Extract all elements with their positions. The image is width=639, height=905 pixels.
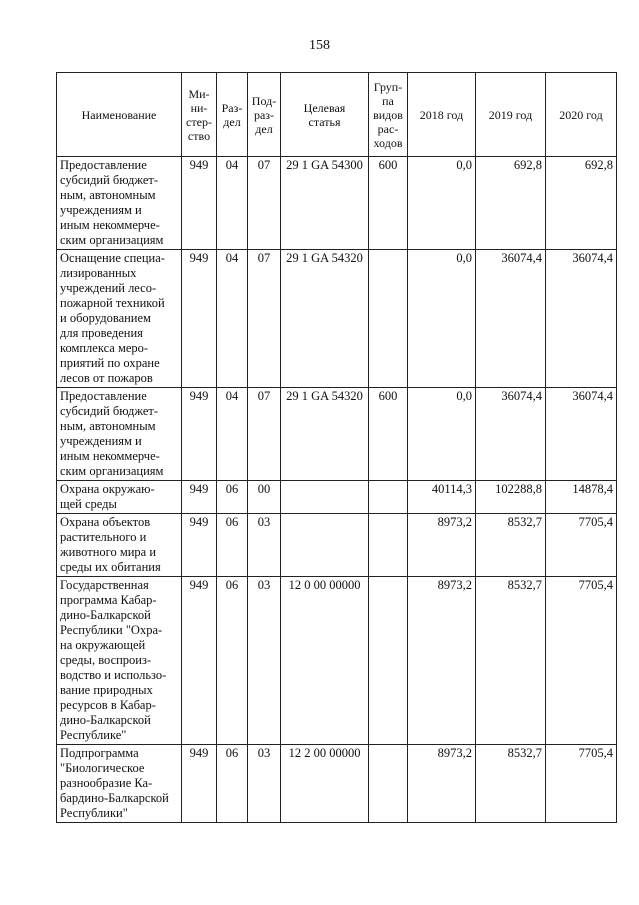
row-2018: 0,0 [408,388,476,481]
row-ministry: 949 [182,157,217,250]
row-ministry: 949 [182,745,217,823]
row-2018: 8973,2 [408,514,476,577]
row-2018: 8973,2 [408,745,476,823]
row-ministry: 949 [182,577,217,745]
row-2019: 102288,8 [476,481,546,514]
row-2019: 8532,7 [476,577,546,745]
row-name: Оснащение специа- лизированных учреждений лесо- пожарной техникой и оборудованием для проведения комплекса меро- приятий по охране лесов от пожаров [57,250,182,388]
row-group [369,514,408,577]
row-subsection: 03 [248,577,281,745]
table-row [57,745,617,823]
row-target: 29 1 GA 54320 [281,250,369,388]
header-name: Наименование [57,73,182,157]
row-subsection: 07 [248,388,281,481]
row-subsection: 03 [248,745,281,823]
table-row [57,250,617,388]
budget-table [56,72,617,823]
row-group [369,481,408,514]
row-target: 29 1 GA 54320 [281,388,369,481]
header-2018: 2018 год [408,73,476,157]
row-2018: 0,0 [408,250,476,388]
row-section: 06 [217,481,248,514]
table-row [57,514,617,577]
row-section: 04 [217,388,248,481]
row-subsection: 03 [248,514,281,577]
row-2019: 8532,7 [476,514,546,577]
row-subsection: 00 [248,481,281,514]
row-target [281,481,369,514]
header-target: Целевая статья [281,73,369,157]
row-group [369,577,408,745]
row-name: Подпрограмма "Биологическое разнообразие Ка- бардино-Балкарской Республики" [57,745,182,823]
row-group [369,250,408,388]
row-ministry: 949 [182,388,217,481]
row-ministry: 949 [182,250,217,388]
row-target: 29 1 GA 54300 [281,157,369,250]
row-name: Предоставление субсидий бюджет- ным, автономным учреждениям и иным некоммерче- ским организациям [57,388,182,481]
row-2019: 36074,4 [476,250,546,388]
row-target [281,514,369,577]
header-2019: 2019 год [476,73,546,157]
row-name: Государственная программа Кабар- дино-Балкарской Республики "Охра- на окружающей среды, воспроиз- водство и использо- вание природных ресурсов в Кабар- дино-Балкарской Республике" [57,577,182,745]
row-2020: 7705,4 [546,514,617,577]
row-name: Охрана объектов растительного и животного мира и среды их обитания [57,514,182,577]
row-2019: 36074,4 [476,388,546,481]
row-2018: 40114,3 [408,481,476,514]
header-subsection: Под- раз- дел [248,73,281,157]
row-2018: 8973,2 [408,577,476,745]
row-target: 12 2 00 00000 [281,745,369,823]
row-2020: 692,8 [546,157,617,250]
row-2019: 692,8 [476,157,546,250]
row-subsection: 07 [248,157,281,250]
row-2020: 7705,4 [546,745,617,823]
row-2020: 36074,4 [546,388,617,481]
header-ministry: Ми- ни- стер- ство [182,73,217,157]
row-section: 04 [217,250,248,388]
row-2020: 36074,4 [546,250,617,388]
row-ministry: 949 [182,514,217,577]
row-2019: 8532,7 [476,745,546,823]
row-subsection: 07 [248,250,281,388]
table-row [57,157,617,250]
row-section: 06 [217,577,248,745]
row-group [369,745,408,823]
header-group: Груп- па видов рас- ходов [369,73,408,157]
row-section: 04 [217,157,248,250]
row-name: Предоставление субсидий бюджет- ным, автономным учреждениям и иным некоммерче- ским организациям [57,157,182,250]
row-2018: 0,0 [408,157,476,250]
row-2020: 14878,4 [546,481,617,514]
page-number: 158 [309,38,330,53]
row-name: Охрана окружаю- щей среды [57,481,182,514]
row-section: 06 [217,745,248,823]
row-group: 600 [369,388,408,481]
table-row [57,388,617,481]
header-section: Раз- дел [217,73,248,157]
row-section: 06 [217,514,248,577]
header-2020: 2020 год [546,73,617,157]
row-ministry: 949 [182,481,217,514]
row-target: 12 0 00 00000 [281,577,369,745]
header-row [57,73,617,157]
row-2020: 7705,4 [546,577,617,745]
row-group: 600 [369,157,408,250]
table-row [57,481,617,514]
table-row [57,577,617,745]
